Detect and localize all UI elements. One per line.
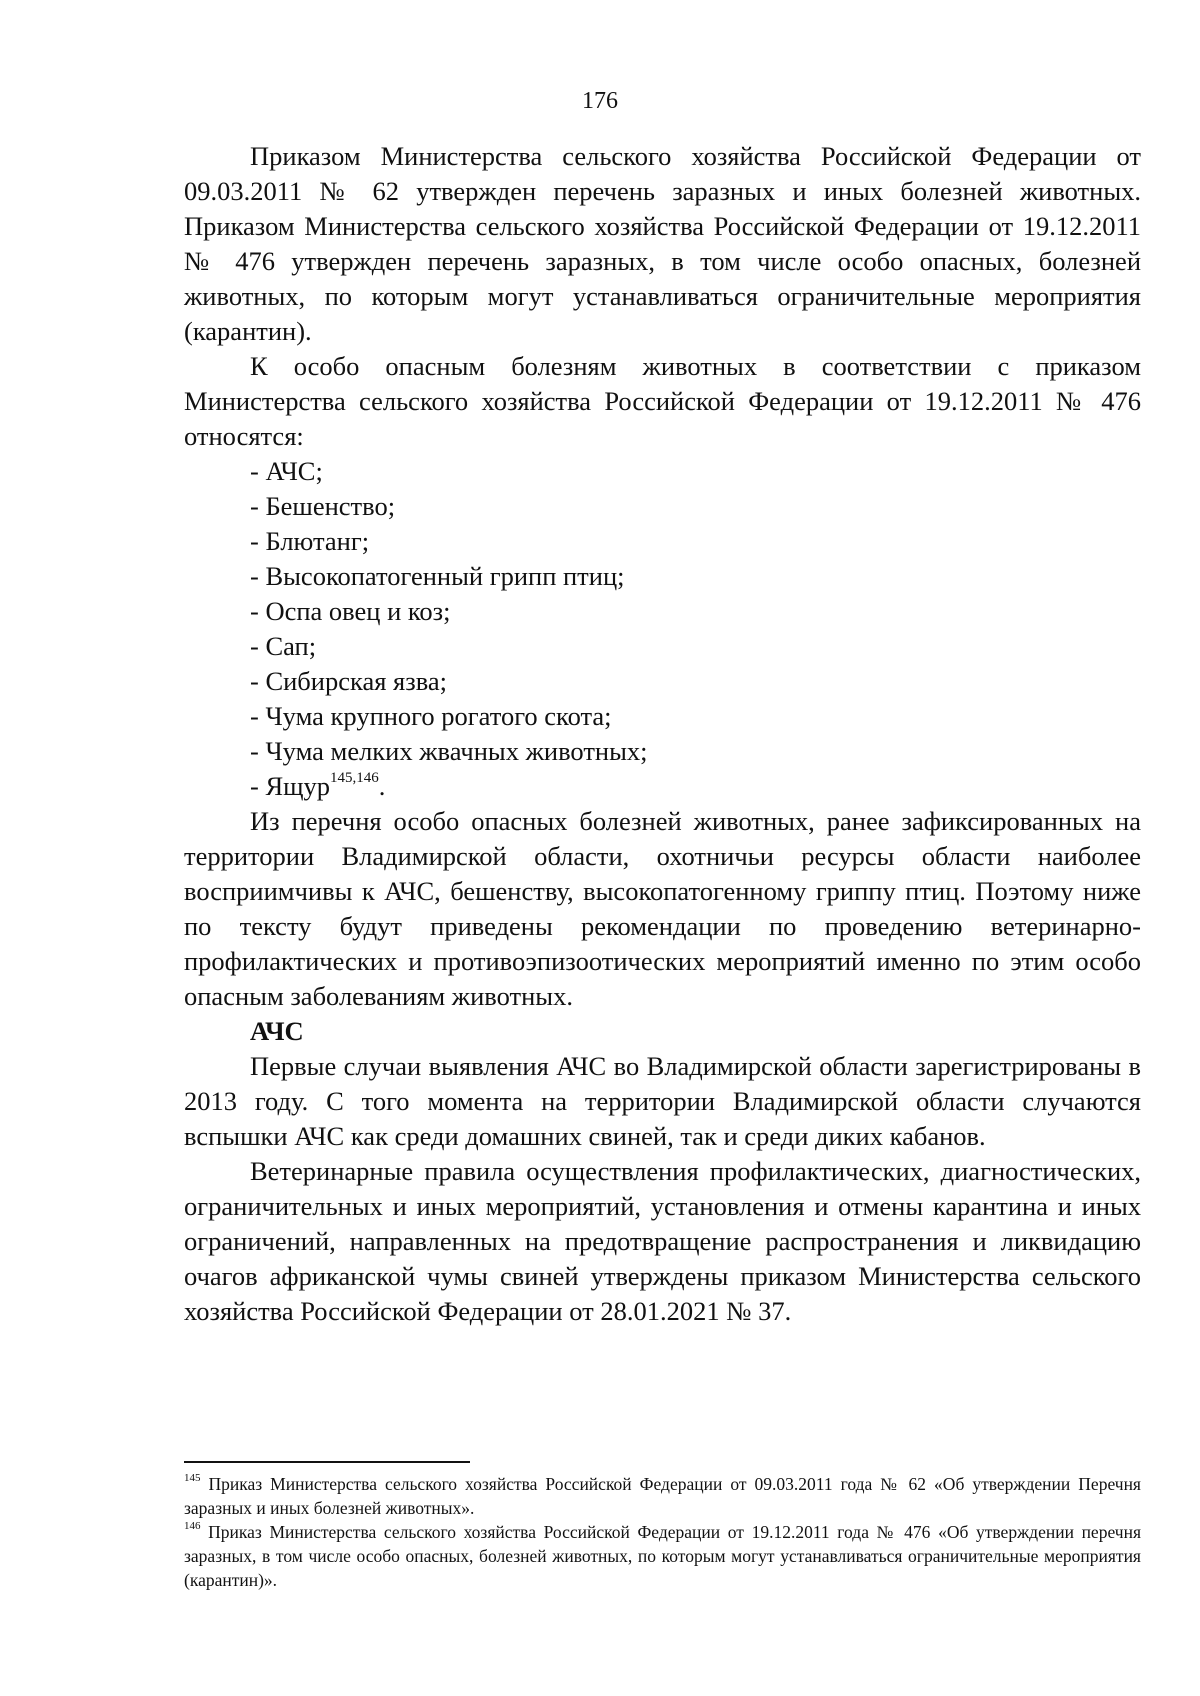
disease-list [184,454,1141,804]
list-item: - Высокопатогенный грипп птиц; [250,561,625,591]
footnote-text: Приказ Министерства сельского хозяйства Российской Федерации от 19.12.2011 года № 476 «Об утверждении перечня заразных, в том числе особо опасных, болезней животных, по которым могут устанавливаться ограничительные мероприятия (карантин)». [184,1522,1141,1590]
section-heading: АЧС [250,1016,304,1046]
list-item: - Сибирская язва; [250,666,447,696]
list-item: - Оспа овец и коз; [250,596,451,626]
list-item-text: - Ящур [250,771,331,801]
footnotes [184,1472,1141,1592]
main-text [184,139,1141,1329]
paragraph-region-recommendations: Из перечня особо опасных болезней животных, ранее зафиксированных на территории Владимирской области, охотничьи ресурсы области наиболее восприимчивы к АЧС, бешенству, высокопатогенному гриппу птиц. Поэтому ниже по тексту будут приведены рекомендации по проведению ветеринарно-профилактических и противоэпизоотических мероприятий именно по этим особо опасным заболеваниям животных. [184,806,1141,1011]
list-item: - Бешенство; [250,491,396,521]
footnote-145 [184,1472,1141,1520]
list-item: - Блютанг; [250,526,370,556]
paragraph-dangerous-diseases-intro: К особо опасным болезням животных в соответствии с приказом Министерства сельского хозяйства Российской Федерации от 19.12.2011 № 476 относятся: [184,351,1141,451]
footnote-reference: 145,146 [330,770,379,787]
list-item: - АЧС; [250,456,323,486]
list-item-end: . [378,771,386,801]
footnote-separator [184,1461,470,1463]
paragraph-veterinary-rules: Ветеринарные правила осуществления профилактических, диагностических, ограничительных и иных мероприятий, установления и отмены карантина и иных ограничений, направленных на предотвращение распространения и ликвидацию очагов африканской чумы свиней утверждены приказом Министерства сельского хозяйства Российской Федерации от 28.01.2021 № 37. [184,1156,1141,1326]
list-item: - Чума мелких жвачных животных; [250,736,648,766]
paragraph-first-cases: Первые случаи выявления АЧС во Владимирской области зарегистрированы в 2013 году. С того момента на территории Владимирской области случаются вспышки АЧС как среди домашних свиней, так и среди диких кабанов. [184,1051,1141,1151]
list-item: - Чума крупного рогатого скота; [250,701,612,731]
paragraph-orders: Приказом Министерства сельского хозяйства Российской Федерации от 09.03.2011 № 62 утвержден перечень заразных и иных болезней животных. Приказом Министерства сельского хозяйства Российской Федерации от 19.12.2011 № 476 утвержден перечень заразных, в том числе особо опасных, болезней животных, по которым могут устанавливаться ограничительные мероприятия (карантин). [184,141,1141,346]
page-number: 176 [582,88,618,114]
footnote-number: 145 [184,1472,201,1485]
footnote-146 [184,1520,1141,1592]
list-item [184,769,1141,804]
footnote-text: Приказ Министерства сельского хозяйства Российской Федерации от 09.03.2011 года № 62 «Об утверждении Перечня заразных и иных болезней животных». [184,1474,1141,1518]
footnote-number: 146 [184,1520,201,1533]
list-item: - Сап; [250,631,317,661]
